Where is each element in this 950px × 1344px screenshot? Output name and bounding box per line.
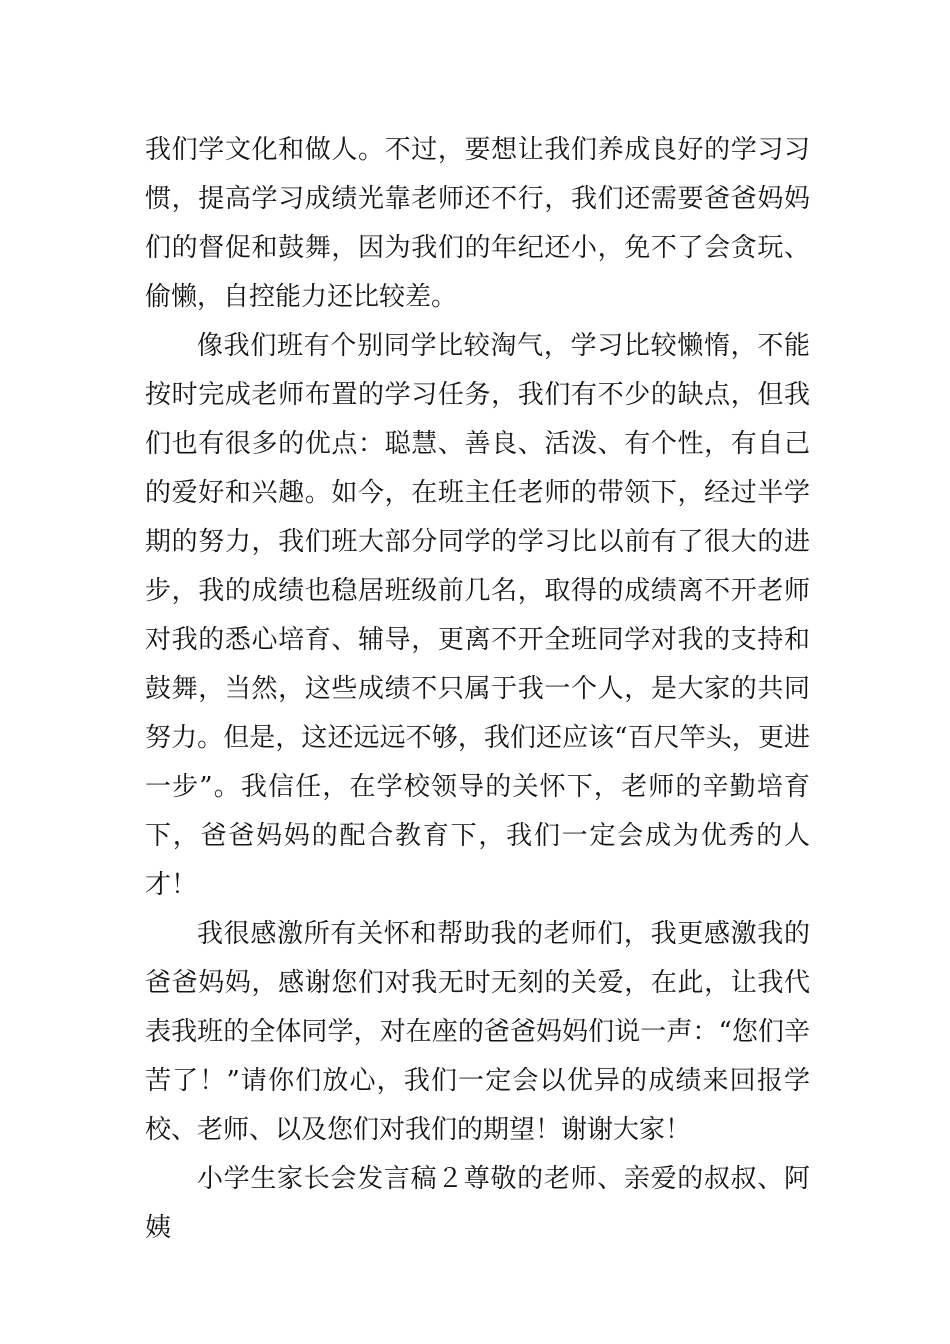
paragraph-thanks: 我很感激所有关怀和帮助我的老师们，我更感激我的爸爸妈妈，感谢您们对我无时无刻的关爱，在此，让我代表我班的全体同学，对在座的爸爸妈妈们说一声：“您们辛苦了！”请你们放心，我们一定会以优异的成绩来回报学校、老师、以及您们对我们的期望！谢谢大家！ xyxy=(145,919,810,1145)
paragraph-continuation: 我们学文化和做人。不过，要想让我们养成良好的学习习惯，提高学习成绩光靠老师还不行，我们还需要爸爸妈妈们的督促和鼓舞，因为我们的年纪还小，免不了会贪玩、偷懒，自控能力还比较差。 xyxy=(145,135,810,312)
paragraph-next-speech-heading: 小学生家长会发言稿２尊敬的老师、亲爱的叔叔、阿姨 xyxy=(145,1164,810,1243)
paragraph-class-progress: 像我们班有个别同学比较淘气，学习比较懒惰，不能按时完成老师布置的学习任务，我们有不少的缺点，但我们也有很多的优点：聪慧、善良、活泼、有个性，有自己的爱好和兴趣。如今，在班主任老师的带领下，经过半学期的努力，我们班大部分同学的学习比以前有了很大的进步，我的成绩也稳居班级前几名，取得的成绩离不开老师对我的悉心培育、辅导，更离不开全班同学对我的支持和鼓舞，当然，这些成绩不只属于我一个人，是大家的共同努力。但是，这还远远不够，我们还应该“百尺竿头，更进一步”。我信任，在学校领导的关怀下，老师的辛勤培育下，爸爸妈妈的配合教育下，我们一定会成为优秀的人才！ xyxy=(145,331,810,900)
document-body xyxy=(145,126,810,1253)
